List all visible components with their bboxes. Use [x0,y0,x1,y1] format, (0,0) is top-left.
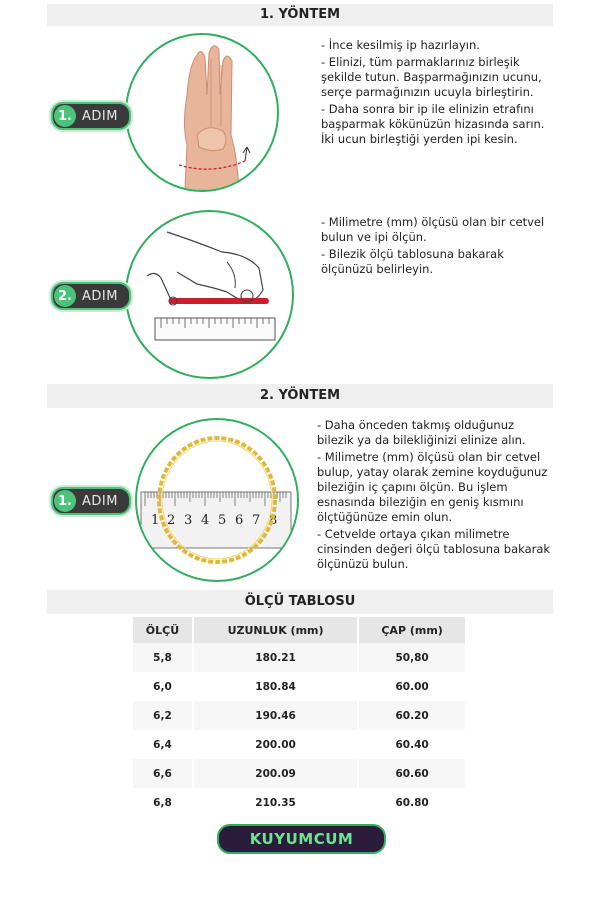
method1-title: 1. YÖNTEM [47,4,553,26]
table-cell: 200.09 [194,759,357,788]
instruction-line: - Milimetre (mm) ölçüsü olan bir cetvel bulun ve ipi ölçün. [321,215,545,244]
column-header: ÇAP (mm) [359,617,465,643]
table-cell: 6,8 [153,796,172,809]
table-cell: 60.80 [395,796,429,809]
instruction-line: - Milimetre (mm) ölçüsü olan bir cetvel bulup, yatay olarak zemine koyduğunuz bileziğin iç çapını ölçün. Bu işlem esnasında bileziğin en geniş kısmını ölçtüğünüze emin olun. [317,450,548,524]
hand-measuring-string-illustration [125,210,294,379]
step-label: ADIM [82,493,118,509]
method1-step1-text [313,38,553,149]
instruction-line: - Daha sonra bir ip ile elinizin etrafını başparmak kökünüzün hizasında sarın. İki ucun birleştiği yerden ipi kesin. [321,102,545,146]
table-cell: 6,2 [133,701,192,730]
table-cell: 60.00 [395,680,429,693]
table-cell: 5,8 [133,643,192,672]
ruler-number: 3 [184,513,193,528]
table-header-row [133,617,465,643]
step-number: 2. [54,285,76,307]
ruler-number: 5 [218,513,227,528]
brand-logo: KUYUMCUM [217,824,386,854]
hand-illustration [125,33,279,192]
ruler-number: 6 [235,513,244,528]
size-table-title: ÖLÇÜ TABLOSU [47,590,553,614]
table-row [133,643,465,672]
table-row [133,759,465,788]
ruler-number: 2 [167,513,176,528]
table-cell: 210.35 [255,796,296,809]
step-number: 1. [54,105,76,127]
size-table [131,617,467,817]
instruction-line: - Bilezik ölçü tablosuna bakarak ölçünüzü belirleyin. [321,247,504,276]
ruler-number: 4 [201,513,210,528]
method2-step1-badge [51,487,131,515]
table-cell: 180.84 [255,680,296,693]
ruler-number: 8 [269,513,278,528]
table-cell: 60.20 [359,701,465,730]
table-cell: 6,4 [153,738,172,751]
instruction-line: - Elinizi, tüm parmaklarınız birleşik şekilde tutun. Başparmağınızın ucunu, serçe parmağınızın ucuyla birleştirin. [321,55,542,99]
method1-step1-badge [51,102,131,130]
column-header: ÖLÇÜ [133,617,192,643]
method1-step2-badge [51,282,131,310]
table-cell: 190.46 [194,701,357,730]
table-cell: 60.40 [395,738,429,751]
method2-step1-text [309,418,554,574]
step-label: ADIM [82,108,118,124]
method2-title: 2. YÖNTEM [47,384,553,408]
ruler-number: 7 [252,513,261,528]
table-cell: 60.60 [359,759,465,788]
table-row [133,730,465,759]
table-row [133,701,465,730]
bracelet-on-ruler-illustration [135,418,299,582]
ruler-number: 1 [151,513,160,528]
step-number: 1. [54,490,76,512]
table-cell: 6,0 [153,680,172,693]
instruction-line: - Daha önceden takmış olduğunuz bilezik ya da bilekliğinizi elinize alın. [317,418,526,447]
table-cell: 180.21 [194,643,357,672]
instruction-line: - Cetvelde ortaya çıkan milimetre cinsinden değeri ölçü tablosuna bakarak ölçünüzü bulun. [317,527,551,571]
instruction-line: - İnce kesilmiş ip hazırlayın. [321,38,480,52]
table-cell: 200.00 [255,738,296,751]
table-cell: 50,80 [359,643,465,672]
table-row [133,788,465,817]
table-cell: 6,6 [133,759,192,788]
method1-step2-text [313,215,553,279]
table-row [133,672,465,701]
step-label: ADIM [82,288,118,304]
column-header: UZUNLUK (mm) [194,617,357,643]
